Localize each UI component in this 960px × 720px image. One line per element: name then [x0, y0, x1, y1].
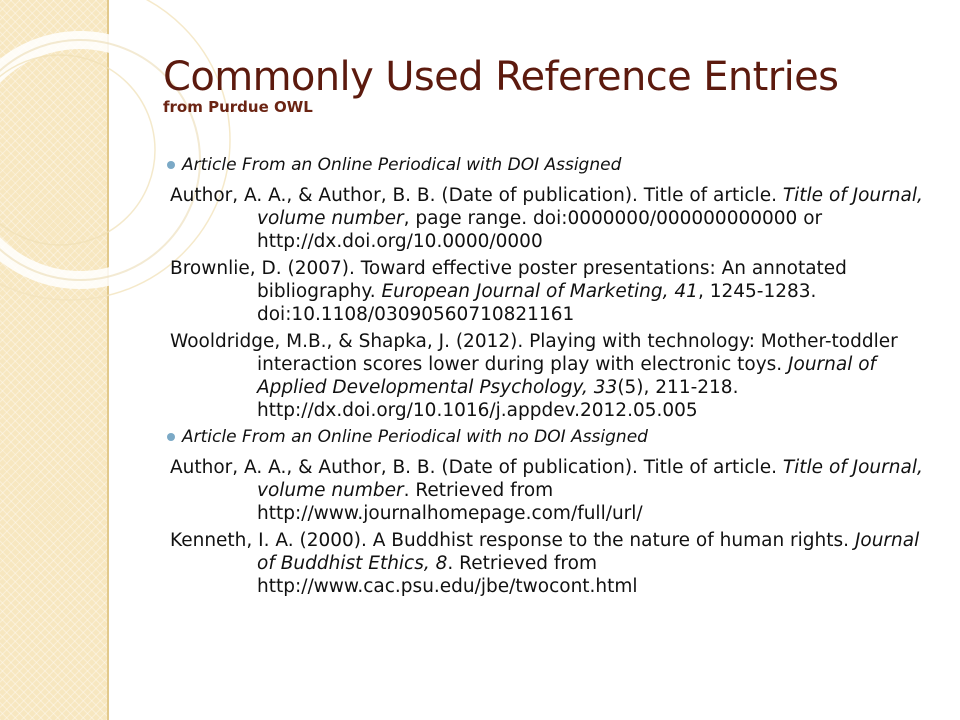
- slide-content: [170, 150, 940, 602]
- bullet-icon: [167, 161, 175, 169]
- slide-subtitle: from Purdue OWL: [163, 98, 313, 116]
- section-heading: [170, 426, 940, 448]
- reference-text: , page range. doi:0000000/000000000000 or http://dx.doi.org/10.0000/0000: [257, 208, 823, 252]
- reference-source: Journal of Buddhist Ethics, 8: [257, 530, 920, 574]
- slide-title: Commonly Used Reference Entries: [163, 54, 839, 100]
- reference-entry: [170, 456, 940, 525]
- title-block: [163, 50, 943, 116]
- reference-text: Brownlie, D. (2007). Toward effective poster presentations: An annotated bibliography.: [170, 258, 847, 302]
- section-heading: [170, 154, 940, 176]
- section-heading-label: Article From an Online Periodical with no DOI Assigned: [182, 427, 648, 447]
- reference-source: Title of Journal, volume number: [257, 457, 923, 501]
- reference-text: (5), 211-218. http://dx.doi.org/10.1016/j.appdev.2012.05.005: [257, 377, 739, 421]
- reference-source: Journal of Applied Developmental Psychology, 33: [257, 354, 877, 398]
- reference-entry: [170, 529, 940, 598]
- reference-source: European Journal of Marketing, 41: [381, 281, 698, 302]
- reference-entry: [170, 330, 940, 422]
- reference-text: Author, A. A., & Author, B. B. (Date of publication). Title of article.: [170, 185, 783, 206]
- reference-entry: [170, 257, 940, 326]
- reference-text: Author, A. A., & Author, B. B. (Date of publication). Title of article.: [170, 457, 783, 478]
- reference-text: . Retrieved from http://www.cac.psu.edu/jbe/twocont.html: [257, 553, 638, 597]
- reference-text: Kenneth, I. A. (2000). A Buddhist response to the nature of human rights.: [170, 530, 855, 551]
- reference-source: Title of Journal, volume number: [257, 185, 923, 229]
- reference-text: , 1245-1283. doi:10.1108/03090560710821161: [257, 281, 817, 325]
- reference-text: . Retrieved from http://www.journalhomepage.com/full/url/: [257, 480, 643, 524]
- section-heading-label: Article From an Online Periodical with DOI Assigned: [182, 155, 622, 175]
- reference-entry: [170, 184, 940, 253]
- reference-text: Wooldridge, M.B., & Shapka, J. (2012). Playing with technology: Mother-toddler interaction scores lower during play with electronic toys.: [170, 331, 898, 375]
- bullet-icon: [167, 433, 175, 441]
